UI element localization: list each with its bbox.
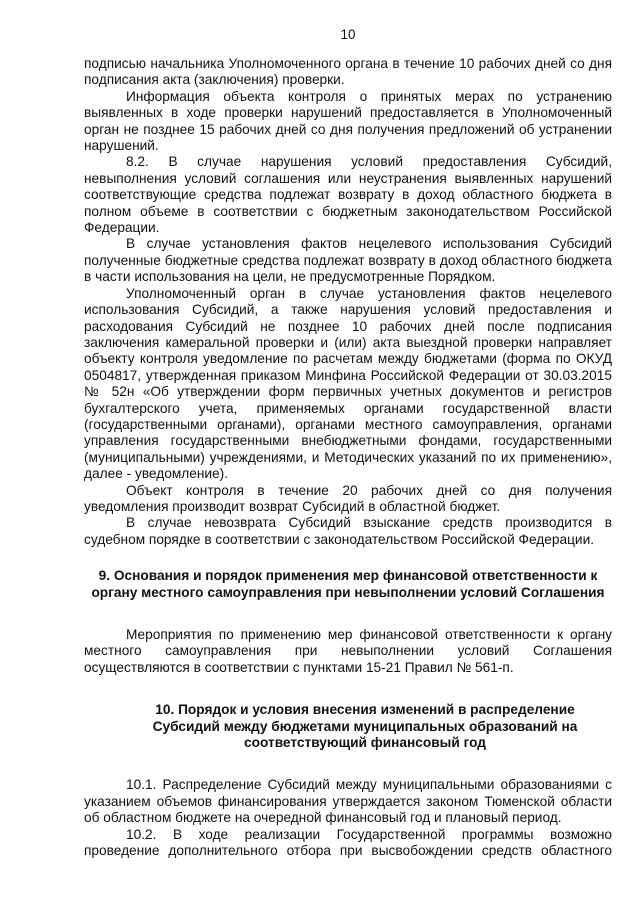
paragraph-court-recovery: В случае невозврата Субсидий взыскание средств производится в судебном порядке в соответствии с законодательством Российской Федерации. — [84, 515, 612, 547]
paragraph-notification: Уполномоченный орган в случае установления фактов нецелевого использования Субсидий, а также нарушения условий предоставления и расходования Субсидий не позднее 10 рабочих дней после подписания заключения камеральной проверки и (или) акта выездной проверки направляет объекту контроля уведомление по расчетам между бюджетами (форма по ОКУД 0504817, утвержденная приказом Минфина Российской Федерации от 30.03.2015 № 52н «Об утверждении форм первичных учетных документов и регистров бухгалтерского учета, применяемых органами государственной власти (государственными органами), органами местного самоуправления, органами управления государственными внебюджетными фондами, государственными (муниципальными) учреждениями, и Методических указаний по их применению», далее - уведомление). — [84, 285, 612, 482]
paragraph-10-2: 10.2. В ходе реализации Государственной программы возможно проведение дополнительного отбора при высвобождении средств областного — [84, 826, 612, 859]
paragraph-8-2: 8.2. В случае нарушения условий предоставления Субсидий, невыполнения условий соглашения или неустранения выявленных нарушений соответствующие средства подлежат возврату в доход областного бюджета в полном объеме в соответствии с бюджетным законодательством Российской Федерации. — [84, 154, 612, 236]
paragraph-act-signing: подписью начальника Уполномоченного органа в течение 10 рабочих дней со дня подписания акта (заключения) проверки. — [84, 56, 612, 88]
paragraph-control-info: Информация объекта контроля о принятых мерах по устранению выявленных в ходе проверки нарушений предоставляется в Уполномоченный орган не позднее 15 рабочих дней со дня получения предложений об устранении нарушений. — [84, 88, 612, 154]
page-number: 10 — [340, 27, 356, 42]
paragraph-10-1: 10.1. Распределение Субсидий между муниципальными образованиями с указанием объемов финансирования утверждается законом Тюменской области об областном бюджете на очередной финансовый год и плановый период. — [84, 777, 612, 826]
section-9-heading: 9. Основания и порядок применения мер финансовой ответственности к органу местного самоуправления при невыполнении условий Соглашения — [91, 568, 605, 600]
paragraph-return-deadline: Объект контроля в течение 20 рабочих дней со дня получения уведомления производит возврат Субсидий в областной бюджет. — [84, 482, 612, 514]
paragraph-misuse-return: В случае установления фактов нецелевого использования Субсидий полученные бюджетные средства подлежат возврату в доход областного бюджета в части использования на цели, не предусмотренные Порядком. — [84, 236, 612, 285]
section-10-heading: 10. Порядок и условия внесения изменений в распределение Субсидий между бюджетами муниципальных образований на соответствующий финансовый год — [152, 702, 578, 751]
section-9-paragraph: Мероприятия по применению мер финансовой ответственности к органу местного самоуправления при невыполнении условий Соглашения осуществляются в соответствии с пунктами 15-21 Правил № 561-п. — [84, 627, 612, 675]
